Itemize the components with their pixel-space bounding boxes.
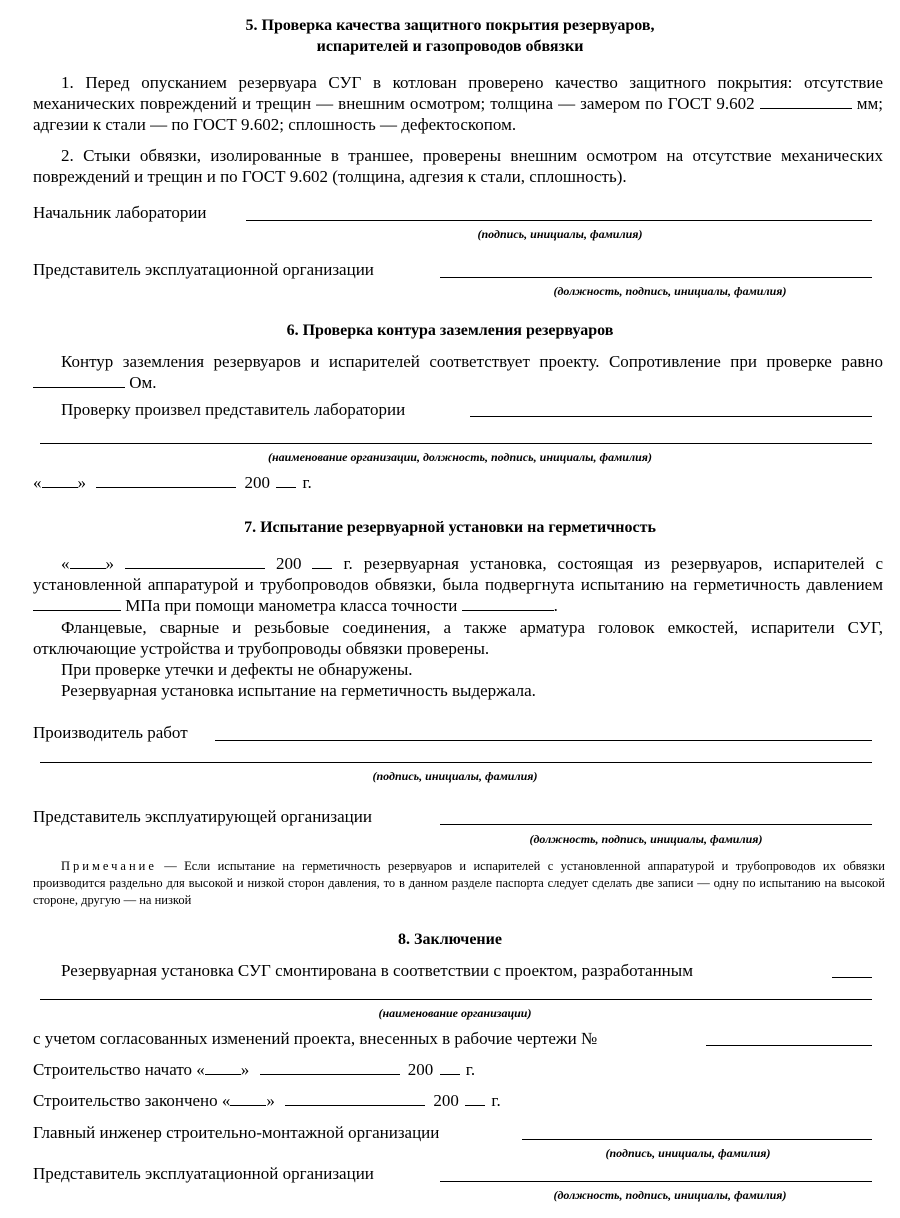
works-manager-line-1[interactable] (215, 740, 872, 741)
s7-operator-rep-label: Представитель эксплуатирующей организации (33, 807, 372, 826)
lab-head-signature-line[interactable] (246, 220, 872, 221)
section-5-title-line1: 5. Проверка качества защитного покрытия резервуаров, (245, 17, 655, 34)
date-year-prefix: 200 (244, 473, 270, 492)
end-year-suffix: г. (491, 1091, 501, 1110)
lab-rep-label: Проверку произвел представитель лаборатории (61, 400, 406, 419)
s7-operator-rep-caption: (должность, подпись, инициалы, фамилия) (529, 832, 763, 846)
construction-start-label: Строительство начато (33, 1060, 193, 1079)
s7-date-open: « (61, 554, 70, 573)
chief-engineer-line[interactable] (522, 1139, 872, 1140)
conclusion-text-2: с учетом согласованных изменений проекта, внесенных в рабочие чертежи № (33, 1029, 598, 1048)
start-month-blank[interactable] (260, 1060, 400, 1075)
section-6-p1-text: Контур заземления резервуаров и испарителей соответствует проекту. Сопротивление при проверке равно (61, 352, 883, 371)
construction-start-row (33, 1059, 475, 1080)
s7-date-month-blank[interactable] (125, 554, 265, 569)
construction-end-row (33, 1090, 501, 1111)
section-5-p1-text: 1. Перед опусканием резервуара СУГ в котлован проверено качество защитного покрытия: отсутствие механических повреждений и трещин — внешним осмотром; толщина — замером по ГОСТ 9.602 (33, 73, 883, 113)
operator-rep-signature-line[interactable] (440, 277, 872, 278)
date-month-blank[interactable] (96, 473, 236, 488)
end-year-blank[interactable] (465, 1091, 485, 1106)
s8-operator-rep-line[interactable] (440, 1181, 872, 1182)
end-year-prefix: 200 (433, 1091, 459, 1110)
lab-rep-line-2[interactable] (40, 443, 872, 444)
section-7-paragraph-1 (33, 553, 883, 616)
end-date-close: » (266, 1091, 275, 1110)
date-day-blank[interactable] (42, 473, 78, 488)
section-7-paragraph-3: При проверке утечки и дефекты не обнаружены. (61, 660, 413, 679)
section-7-paragraph-2: Фланцевые, сварные и резьбовые соединения, а также арматура головок емкостей, испарители СУГ, отключающие устройства и трубопроводы обвязки проверены. (33, 618, 883, 658)
project-org-line-2[interactable] (40, 999, 872, 1000)
section-5-p1-text-end: мм; адгезии к стали — по ГОСТ 9.602; сплошность — дефектоскопом. (33, 94, 884, 134)
construction-end-label: Строительство закончено (33, 1091, 218, 1110)
works-manager-label: Производитель работ (33, 723, 188, 742)
start-day-blank[interactable] (205, 1060, 241, 1075)
section-6-date-row (33, 472, 312, 493)
date-year-suffix: г. (302, 473, 312, 492)
project-org-line-1[interactable] (832, 977, 872, 978)
date-year-blank[interactable] (276, 473, 296, 488)
section-7-paragraph-4: Резервуарная установка испытание на герметичность выдержала. (61, 681, 536, 700)
operator-rep-caption: (должность, подпись, инициалы, фамилия) (553, 284, 787, 298)
drawings-number-line[interactable] (706, 1045, 872, 1046)
section-5-paragraph-1 (33, 72, 883, 135)
conclusion-text-1: Резервуарная установка СУГ смонтирована в соответствии с проектом, разработанным (61, 961, 693, 980)
lab-head-caption: (подпись, инициалы, фамилия) (477, 227, 643, 241)
start-year-suffix: г. (465, 1060, 476, 1079)
section-6-title: 6. Проверка контура заземления резервуаров (286, 322, 614, 339)
s7-date-day-blank[interactable] (70, 554, 106, 569)
date-open-quote: « (33, 473, 42, 492)
date-close-quote: » (77, 473, 86, 492)
note-text: — Если испытание на герметичность резервуаров и испарителей с установленной аппаратурой и трубопроводов их обвязки производится раздельно для высокой и низкой сторон давления, то в данном разделе паспорта следует сделать две записи — одну по испытанию на высокой стороне, другую — на низкой (33, 859, 885, 907)
section-6-p1-unit: Ом. (129, 373, 157, 392)
coating-thickness-blank[interactable] (760, 94, 852, 109)
s7-year-blank[interactable] (312, 554, 332, 569)
s8-operator-rep-label: Представитель эксплуатационной организации (33, 1164, 374, 1183)
section-5-paragraph-2: 2. Стыки обвязки, изолированные в траншее, проверены внешним осмотром на отсутствие механических повреждений и трещин и по ГОСТ 9.602 (толщина, адгезия к стали, сплошность). (33, 146, 883, 186)
s7-p1-text: г. резервуарная установка, состоящая из резервуаров, испарителей с установленной аппаратурой и трубопроводов обвязки, была подвергнута испытанию на герметичность давлением (33, 554, 884, 594)
section-7-title: 7. Испытание резервуарной установки на герметичность (244, 519, 656, 536)
section-7-note (33, 858, 885, 909)
operator-rep-label: Представитель эксплуатационной организации (33, 260, 374, 279)
chief-engineer-caption: (подпись, инициалы, фамилия) (605, 1146, 771, 1160)
start-date-open: « (196, 1060, 205, 1079)
s7-p1-dot: . (553, 596, 558, 615)
lab-rep-line-1[interactable] (470, 416, 872, 417)
s7-date-close: » (105, 554, 114, 573)
start-year-prefix: 200 (407, 1060, 434, 1079)
end-date-open: « (221, 1091, 231, 1110)
pressure-blank[interactable] (33, 596, 121, 611)
section-6-paragraph-1 (33, 351, 883, 393)
chief-engineer-label: Главный инженер строительно-монтажной организации (33, 1123, 440, 1142)
lab-rep-caption: (наименование организации, должность, подпись, инициалы, фамилия) (268, 450, 652, 464)
works-manager-caption: (подпись, инициалы, фамилия) (372, 769, 538, 783)
end-day-blank[interactable] (230, 1091, 266, 1106)
start-date-close: » (240, 1060, 250, 1079)
section-8-title: 8. Заключение (398, 931, 502, 948)
resistance-blank[interactable] (33, 373, 125, 388)
s7-year-prefix: 200 (275, 554, 302, 573)
s8-operator-rep-caption: (должность, подпись, инициалы, фамилия) (553, 1188, 787, 1202)
s7-operator-rep-line[interactable] (440, 824, 872, 825)
s7-p1-text-2: МПа при помощи манометра класса точности (125, 596, 458, 615)
lab-head-label: Начальник лаборатории (33, 203, 207, 222)
start-year-blank[interactable] (440, 1060, 460, 1075)
project-org-caption: (наименование организации) (378, 1006, 532, 1020)
works-manager-line-2[interactable] (40, 762, 872, 763)
section-5-title-line2: испарителей и газопроводов обвязки (316, 38, 584, 55)
end-month-blank[interactable] (285, 1091, 425, 1106)
accuracy-class-blank[interactable] (462, 596, 554, 611)
note-word: Примечание (61, 859, 157, 873)
